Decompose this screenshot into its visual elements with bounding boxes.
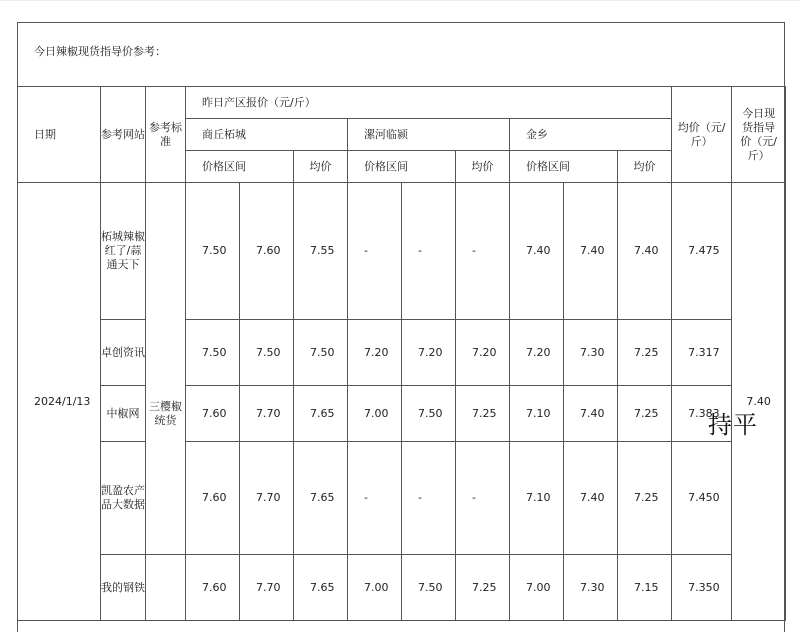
overall-avg: 7.475 — [672, 183, 732, 320]
table-row — [18, 442, 786, 555]
header-yesterday-quote: 昨日产区报价（元/斤） — [186, 87, 672, 119]
lh-avg: - — [456, 442, 510, 555]
table-row — [18, 555, 786, 621]
site-cell: 卓创资讯 — [101, 320, 146, 386]
sq-low: 7.50 — [186, 183, 240, 320]
jx-low: 7.20 — [510, 320, 564, 386]
header-standard: 参考标准 — [146, 87, 186, 183]
header-avg-sq: 均价 — [294, 151, 348, 183]
table-row — [18, 320, 786, 386]
lh-low: 7.00 — [348, 386, 402, 442]
overall-avg: 7.383 — [672, 386, 732, 442]
standard-cell-blank — [146, 183, 186, 320]
sq-avg: 7.55 — [294, 183, 348, 320]
lh-low: - — [348, 442, 402, 555]
trend-label: 持平 — [708, 411, 758, 439]
jx-avg: 7.25 — [618, 386, 672, 442]
overall-avg: 7.317 — [672, 320, 732, 386]
page-title: 今日辣椒现货指导价参考： — [34, 45, 166, 58]
header-avg-jx: 均价 — [618, 151, 672, 183]
jx-avg: 7.25 — [618, 320, 672, 386]
site-cell: 凯盈农产品大数据 — [101, 442, 146, 555]
header-region-jinxiang: 金乡 — [510, 119, 672, 151]
sq-low: 7.60 — [186, 555, 240, 621]
header-price-range-sq: 价格区间 — [186, 151, 294, 183]
sq-low: 7.50 — [186, 320, 240, 386]
jx-high: 7.40 — [564, 386, 618, 442]
sq-high: 7.70 — [240, 442, 294, 555]
today-price-cell: 7.40 — [732, 183, 786, 621]
sq-avg: 7.65 — [294, 442, 348, 555]
header-avg-lh: 均价 — [456, 151, 510, 183]
date-cell: 2024/1/13 — [18, 183, 101, 621]
lh-low: 7.00 — [348, 555, 402, 621]
jx-low: 7.10 — [510, 386, 564, 442]
header-today-spot: 今日现货指导价（元/斤） — [732, 87, 786, 183]
sq-low: 7.60 — [186, 442, 240, 555]
lh-high: - — [402, 442, 456, 555]
standard-cell-blank — [146, 442, 186, 555]
sq-high: 7.70 — [240, 555, 294, 621]
sq-high: 7.50 — [240, 320, 294, 386]
standard-cell: 三樱椒统货 — [146, 386, 186, 442]
lh-high: 7.50 — [402, 386, 456, 442]
jx-high: 7.40 — [564, 183, 618, 320]
lh-avg: 7.25 — [456, 386, 510, 442]
overall-avg: 7.350 — [672, 555, 732, 621]
lh-avg: - — [456, 183, 510, 320]
table-row — [18, 386, 786, 442]
jx-avg: 7.40 — [618, 183, 672, 320]
header-price-range-lh: 价格区间 — [348, 151, 456, 183]
price-table — [17, 86, 786, 621]
jx-avg: 7.15 — [618, 555, 672, 621]
site-cell: 柘城辣椒红了/蒜通天下 — [101, 183, 146, 320]
site-cell: 中椒网 — [101, 386, 146, 442]
top-divider — [0, 0, 800, 1]
header-row-1 — [18, 87, 786, 119]
standard-cell-blank — [146, 320, 186, 386]
lh-low: - — [348, 183, 402, 320]
lh-high: 7.50 — [402, 555, 456, 621]
jx-low: 7.00 — [510, 555, 564, 621]
header-region-shangqiu: 商丘柘城 — [186, 119, 348, 151]
header-average: 均价（元/斤） — [672, 87, 732, 183]
standard-cell-blank — [146, 555, 186, 621]
sq-avg: 7.65 — [294, 555, 348, 621]
sq-high: 7.70 — [240, 386, 294, 442]
header-price-range-jx: 价格区间 — [510, 151, 618, 183]
site-cell: 我的钢铁 — [101, 555, 146, 621]
lh-avg: 7.25 — [456, 555, 510, 621]
jx-low: 7.40 — [510, 183, 564, 320]
overall-avg: 7.450 — [672, 442, 732, 555]
lh-low: 7.20 — [348, 320, 402, 386]
header-date: 日期 — [18, 87, 101, 183]
jx-avg: 7.25 — [618, 442, 672, 555]
header-region-luohe: 漯河临颍 — [348, 119, 510, 151]
jx-high: 7.30 — [564, 555, 618, 621]
sq-avg: 7.65 — [294, 386, 348, 442]
sq-high: 7.60 — [240, 183, 294, 320]
jx-low: 7.10 — [510, 442, 564, 555]
table-row — [18, 183, 786, 320]
sq-avg: 7.50 — [294, 320, 348, 386]
sq-low: 7.60 — [186, 386, 240, 442]
header-site: 参考网站 — [101, 87, 146, 183]
jx-high: 7.30 — [564, 320, 618, 386]
lh-high: 7.20 — [402, 320, 456, 386]
jx-high: 7.40 — [564, 442, 618, 555]
lh-high: - — [402, 183, 456, 320]
lh-avg: 7.20 — [456, 320, 510, 386]
